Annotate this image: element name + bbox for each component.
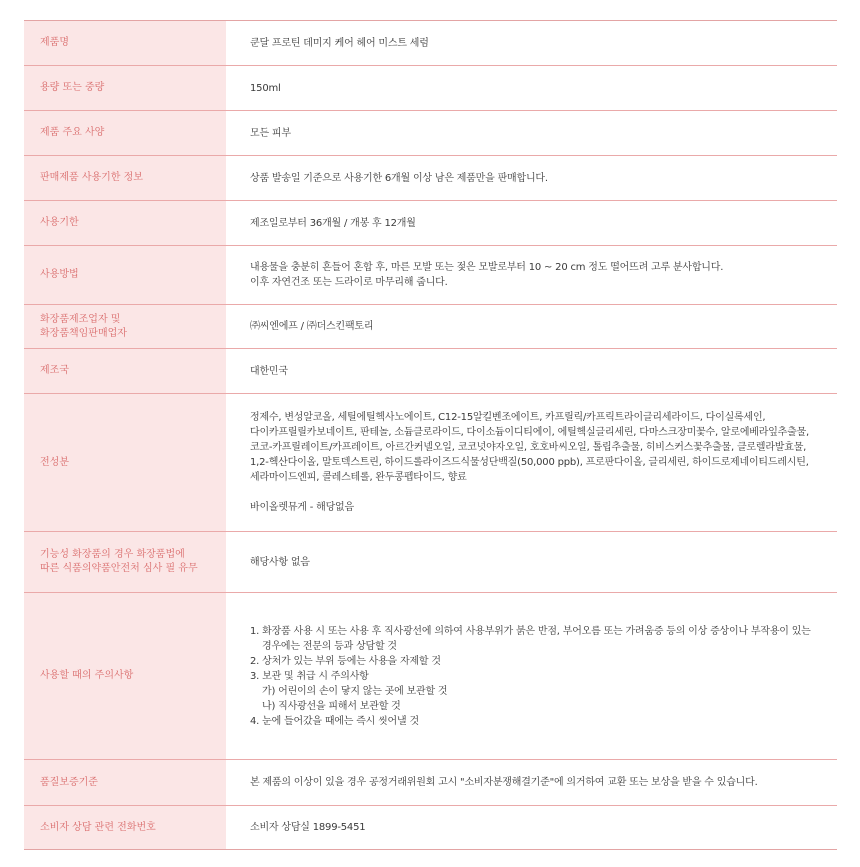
row-label: 제품 주요 사양 [24,111,226,156]
value-line: 세라마이드엔피, 콜레스테롤, 완두콩펩타이드, 향료 [250,472,467,483]
row-label: 제품명 [24,21,226,66]
value-line: 대한민국 [250,365,288,377]
row-value [226,593,837,760]
value-line: 1,2-헥산다이올, 말토덱스트린, 하이드롤라이즈드식물성단백질(50,000 ppb), 프로판다이올, 글리세린, 하이드로제네이티드레시틴, [250,457,809,468]
table-row [24,532,837,593]
row-value [226,21,837,66]
value-line: 정제수, 변성알코올, 세틸에틸헥사노에이트, C12-15알킬벤조에이트, 카프릴릭/카프릭트라이글리세라이드, 다이실록세인, [250,412,766,423]
row-label: 소비자 상담 관련 전화번호 [24,806,226,850]
value-line: 나) 직사광선을 피해서 보관할 것 [262,700,401,712]
row-label: 품질보증기준 [24,760,226,806]
value-line: 모든 피부 [250,127,291,139]
row-value [226,246,837,305]
row-label: 제조국 [24,349,226,394]
value-line: 쿤달 프로틴 데미지 케어 헤어 미스트 세럼 [250,37,429,49]
table-row [24,21,837,66]
value-line: ㈜씨엔에프 / ㈜더스킨팩토리 [250,321,374,332]
value-line: 상품 발송일 기준으로 사용기한 6개월 이상 남은 제품만을 판매합니다. [250,172,548,184]
value-line: 가) 어린이의 손이 닿지 않는 곳에 보관할 것 [262,685,448,697]
row-label: 판매제품 사용기한 정보 [24,156,226,201]
value-line: 경우에는 전문의 등과 상담할 것 [262,640,397,652]
table-row [24,593,837,760]
row-value [226,111,837,156]
row-value [226,66,837,111]
table-row [24,246,837,305]
row-value [226,305,837,349]
row-value [226,394,837,532]
table-row [24,201,837,246]
value-line: 본 제품의 이상이 있을 경우 공정거래위원회 고시 "소비자분쟁해결기준"에 의거하여 교환 또는 보상을 받을 수 있습니다. [250,777,758,788]
table-row [24,760,837,806]
value-line: 1. 화장품 사용 시 또는 사용 후 직사광선에 의하여 사용부위가 붉은 반점, 부어오름 또는 가려움증 등의 이상 증상이나 부작용이 있는 [250,625,811,637]
value-line: 내용물을 충분히 흔들어 혼합 후, 마른 모발 또는 젖은 모발로부터 10 ~ 20 cm 정도 떨어뜨려 고루 분사합니다. [250,262,724,273]
row-value [226,532,837,593]
value-line: 제조일로부터 36개월 / 개봉 후 12개월 [250,217,416,229]
value-line: 이후 자연건조 또는 드라이로 마무리해 줍니다. [250,277,448,288]
row-label: 사용방법 [24,246,226,305]
row-label: 전성분 [24,394,226,532]
value-line: 2. 상처가 있는 부위 등에는 사용을 자제할 것 [250,655,441,667]
row-label: 화장품제조업자 및 화장품책임판매업자 [24,305,226,349]
value-line: 3. 보관 및 취급 시 주의사항 [250,670,369,682]
table-row [24,66,837,111]
table-row [24,349,837,394]
product-info-table [24,20,837,850]
value-line: 소비자 상담실 1899-5451 [250,822,366,833]
table-row [24,305,837,349]
table-row [24,111,837,156]
line-gap [250,485,837,500]
table-row [24,806,837,850]
table-row [24,156,837,201]
row-value [226,156,837,201]
value-line: 바이올렛뮤게 - 해당없음 [250,502,354,513]
row-label: 사용할 때의 주의사항 [24,593,226,760]
value-line: 해당사항 없음 [250,556,310,568]
table-row [24,394,837,532]
row-value [226,806,837,850]
row-label: 용량 또는 중량 [24,66,226,111]
row-label: 기능성 화장품의 경우 화장품법에 따른 식품의약품안전처 심사 필 유무 [24,532,226,593]
value-line: 150ml [250,82,281,94]
row-label: 사용기한 [24,201,226,246]
value-line: 4. 눈에 들어갔을 때에는 즉시 씻어낼 것 [250,715,419,727]
row-value [226,760,837,806]
value-line: 코코-카프릴레이트/카프레이트, 아르간커넬오일, 코코넛야자오일, 호호바씨오일, 톨립추출물, 히비스커스꽃추출물, 클로렐라발효물, [250,442,807,453]
value-line: 다이카프릴릴카보네이트, 판테놀, 소듐클로라이드, 다이소듐이디티에이, 에틸헥실글리세린, 다마스크장미꽃수, 알로에베라잎추출물, [250,427,810,438]
row-value [226,349,837,394]
row-value [226,201,837,246]
